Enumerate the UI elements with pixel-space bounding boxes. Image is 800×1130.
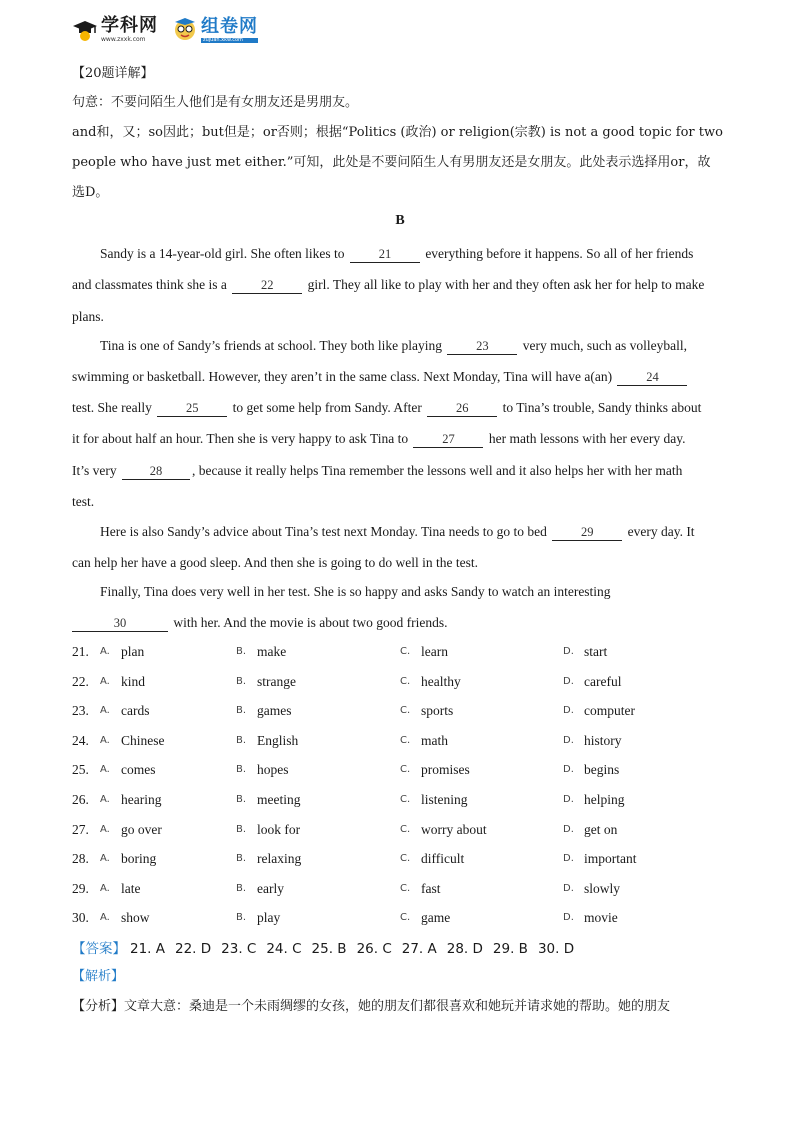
blank-30: 30	[72, 615, 168, 632]
question-number: 24.	[72, 732, 89, 748]
logo2-subtitle: zujuan.xkw.com	[201, 38, 258, 43]
page-header	[72, 10, 272, 50]
option-letter-d: D.	[563, 675, 574, 687]
answer-label: 【答案】	[72, 941, 126, 957]
option-letter-a: A.	[100, 705, 110, 717]
blank-27: 27	[413, 431, 483, 448]
option-letter-a: A.	[100, 823, 110, 835]
option-b: relaxing	[257, 851, 302, 867]
logo1-subtitle: www.zxxk.com	[101, 36, 146, 43]
option-letter-c: C.	[400, 882, 411, 894]
logo1-title: 学科网	[101, 15, 158, 36]
option-letter-a: A.	[100, 764, 110, 776]
option-c: worry about	[421, 821, 487, 837]
question-number: 28.	[72, 851, 89, 867]
option-c: game	[421, 910, 451, 926]
option-d: start	[584, 644, 608, 659]
passage-text: swimming or basketball. However, they aren’t in the same class. Next Monday, Tina will have a(an)	[72, 369, 613, 384]
option-letter-d: D.	[563, 882, 574, 894]
option-c: promises	[421, 762, 470, 778]
answer-items	[126, 941, 574, 957]
option-letter-d: D.	[563, 912, 574, 924]
option-letter-b: B.	[236, 764, 247, 776]
explanation-20-line3: people who have just met either.”可知，此处是不要问陌生人有男朋友还是女朋友。此处表示选择用or，故	[72, 155, 711, 170]
option-a: Chinese	[121, 732, 165, 748]
passage-text: every day. It	[627, 524, 695, 539]
option-a: hearing	[121, 792, 162, 807]
blank-29: 29	[552, 524, 622, 541]
passage-text: Sandy is a 14-year-old girl. She often likes to	[100, 246, 345, 261]
option-d: computer	[584, 703, 635, 719]
passage-text: and classmates think she is a	[72, 277, 227, 292]
option-letter-a: A.	[100, 882, 110, 894]
option-letter-c: C.	[400, 823, 411, 835]
graduation-cap-icon	[72, 17, 98, 43]
option-letter-d: D.	[563, 794, 574, 805]
passage-text: Tina is one of Sandy’s friends at school. They both like playing	[100, 338, 442, 353]
passage-text: , because it really helps Tina remember the lessons well and it also helps her with her math	[192, 463, 683, 478]
answer-item: 24. C	[266, 941, 302, 957]
student-mascot-icon	[172, 17, 198, 43]
passage-line	[72, 336, 687, 356]
option-d: history	[584, 732, 622, 748]
option-letter-c: C.	[400, 764, 411, 776]
answer-item: 26. C	[356, 941, 392, 957]
question-number: 23.	[72, 703, 89, 719]
option-letter-a: A.	[100, 853, 110, 865]
section-title: B	[395, 213, 405, 228]
answer-item: 21. A	[130, 941, 165, 957]
passage-text: very much, such as volleyball,	[522, 338, 687, 353]
passage-text: with her. And the movie is about two good friends.	[173, 615, 448, 630]
passage-line: can help her have a good sleep. And then she is going to do well in the test.	[72, 555, 479, 570]
blank-22: 22	[232, 277, 302, 294]
question-row	[72, 703, 728, 723]
option-b: meeting	[257, 792, 301, 807]
option-letter-b: B.	[236, 912, 247, 924]
option-d: helping	[584, 792, 625, 807]
option-letter-c: C.	[400, 675, 411, 687]
zujuanwang-logo	[172, 17, 258, 43]
question-row	[72, 881, 728, 901]
option-letter-b: B.	[236, 882, 247, 894]
option-a: plan	[121, 644, 145, 659]
blank-25: 25	[157, 400, 227, 417]
passage-text: girl. They all like to play with her and they often ask her for help to make	[307, 277, 705, 292]
answer-line	[72, 937, 574, 957]
option-letter-d: D.	[563, 764, 574, 776]
option-letter-b: B.	[236, 705, 247, 717]
question-row	[72, 910, 728, 930]
option-b: play	[257, 910, 281, 926]
option-letter-d: D.	[563, 646, 574, 657]
option-letter-b: B.	[236, 794, 247, 805]
option-letter-c: C.	[400, 912, 411, 924]
passage-text: it for about half an hour. Then she is very happy to ask Tina to	[72, 431, 409, 446]
passage-line	[72, 461, 682, 481]
option-a: boring	[121, 851, 157, 867]
passage-line	[72, 244, 693, 264]
option-b: make	[257, 644, 287, 659]
blank-23: 23	[447, 338, 517, 355]
passage-text: test. She really	[72, 400, 152, 415]
answer-item: 25. B	[311, 941, 347, 957]
passage-line	[72, 367, 689, 387]
question-number: 30.	[72, 910, 89, 926]
option-letter-d: D.	[563, 734, 574, 746]
option-a: go over	[121, 821, 162, 837]
option-letter-a: A.	[100, 734, 110, 746]
passage-line: test.	[72, 494, 95, 509]
passage-line	[72, 522, 695, 542]
blank-26: 26	[427, 400, 497, 417]
option-d: begins	[584, 762, 620, 778]
question-number: 27.	[72, 821, 89, 837]
passage-text: to Tina’s trouble, Sandy thinks about	[502, 400, 702, 415]
option-b: English	[257, 732, 299, 748]
option-d: important	[584, 851, 637, 867]
option-letter-d: D.	[563, 823, 574, 835]
option-letter-a: A.	[100, 646, 110, 657]
option-letter-b: B.	[236, 853, 247, 865]
option-letter-b: B.	[236, 823, 247, 835]
option-letter-c: C.	[400, 794, 411, 805]
option-letter-c: C.	[400, 705, 411, 717]
option-d: careful	[584, 673, 622, 689]
passage-line: Finally, Tina does very well in her test. She is so happy and asks Sandy to watch an interesting	[100, 584, 611, 599]
passage-line	[72, 398, 701, 418]
option-letter-b: B.	[236, 675, 247, 687]
question-number: 26.	[72, 792, 89, 807]
explanation-20-line2: and和，又；so因此；but但是；or否则；根据“Politics (政治) or religion(宗教) is not a good topic for two	[72, 125, 723, 140]
question-row	[72, 762, 728, 782]
question-number: 22.	[72, 673, 89, 689]
analysis-label: 【解析】	[72, 969, 125, 984]
question-row	[72, 822, 728, 842]
option-c: listening	[421, 792, 468, 807]
passage-line	[72, 429, 686, 449]
passage-text: everything before it happens. So all of her friends	[425, 246, 694, 261]
passage-line: plans.	[72, 309, 104, 324]
option-letter-a: A.	[100, 912, 110, 924]
option-b: strange	[257, 673, 296, 689]
blank-21: 21	[350, 246, 420, 263]
blank-24: 24	[617, 369, 687, 386]
option-letter-a: A.	[100, 675, 110, 687]
answer-item: 30. D	[537, 941, 575, 957]
option-b: games	[257, 703, 292, 719]
option-letter-b: B.	[236, 646, 247, 657]
question-number: 25.	[72, 762, 89, 778]
option-letter-a: A.	[100, 794, 110, 805]
question-number: 21.	[72, 644, 89, 659]
xuekewang-logo	[72, 17, 158, 43]
passage-text: It’s very	[72, 463, 117, 478]
explanation-20-line4: 选D。	[72, 185, 109, 200]
logo2-title: 组卷网	[201, 15, 258, 37]
answer-item: 27. A	[401, 941, 437, 957]
passage-text: to get some help from Sandy. After	[232, 400, 422, 415]
question-row	[72, 674, 728, 694]
question-row	[72, 851, 728, 871]
answer-item: 22. D	[175, 941, 212, 957]
option-d: get on	[584, 821, 618, 837]
blank-28: 28	[122, 463, 190, 480]
option-a: comes	[121, 762, 156, 778]
question-row	[72, 792, 728, 812]
option-c: fast	[421, 880, 441, 896]
passage-text: her math lessons with her every day.	[488, 431, 686, 446]
analysis-summary: 【分析】文章大意：桑迪是一个未雨绸缪的女孩，她的朋友们都很喜欢和她玩并请求她的帮助。她的朋友	[72, 999, 671, 1014]
option-b: early	[257, 880, 284, 896]
option-letter-c: C.	[400, 646, 411, 657]
answer-item: 23. C	[221, 941, 257, 957]
option-c: difficult	[421, 851, 465, 867]
explanation-20-line1: 句意：不要问陌生人他们是有女朋友还是男朋友。	[72, 95, 359, 110]
question-row	[72, 733, 728, 753]
answer-item: 28. D	[446, 941, 483, 957]
question-number: 29.	[72, 880, 89, 896]
explanation-20-heading: 【20题详解】	[72, 66, 154, 81]
option-b: hopes	[257, 762, 289, 778]
option-letter-c: C.	[400, 853, 411, 865]
option-a: show	[121, 910, 150, 926]
option-d: movie	[584, 910, 618, 926]
question-row	[72, 644, 728, 664]
option-letter-b: B.	[236, 734, 247, 746]
option-letter-d: D.	[563, 853, 574, 865]
option-letter-c: C.	[400, 734, 411, 746]
passage-line	[72, 275, 704, 295]
option-a: cards	[121, 703, 150, 719]
passage-line	[72, 613, 447, 633]
option-c: sports	[421, 703, 454, 719]
option-c: healthy	[421, 673, 461, 689]
option-a: late	[121, 880, 141, 896]
answer-item: 29. B	[492, 941, 528, 957]
option-letter-d: D.	[563, 705, 574, 717]
option-d: slowly	[584, 880, 621, 896]
option-c: learn	[421, 644, 448, 659]
option-b: look for	[257, 821, 301, 837]
option-a: kind	[121, 673, 146, 689]
option-c: math	[421, 732, 448, 748]
passage-text: Here is also Sandy’s advice about Tina’s test next Monday. Tina needs to go to bed	[100, 524, 547, 539]
